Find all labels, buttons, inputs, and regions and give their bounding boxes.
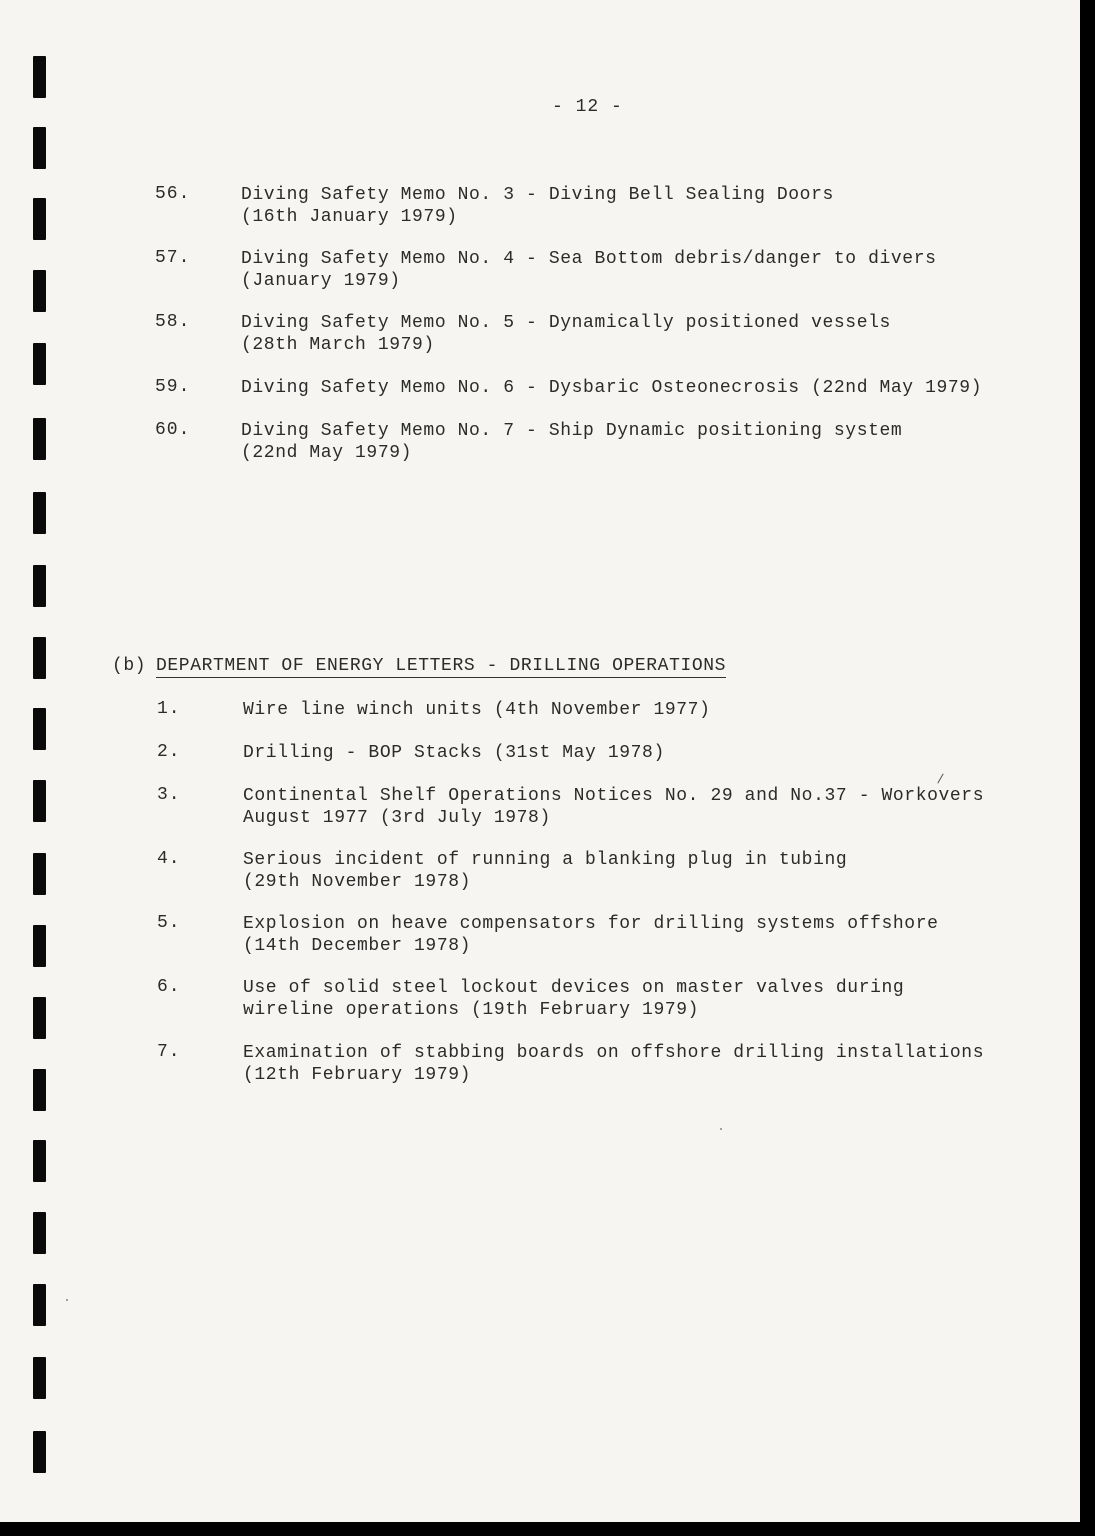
punch-hole	[33, 1284, 46, 1326]
punch-hole	[33, 565, 46, 607]
item-line: (12th February 1979)	[243, 1065, 472, 1085]
binding-punch-holes	[33, 0, 47, 1522]
item-line: Use of solid steel lockout devices on master valves during	[243, 978, 905, 998]
item-line: August 1977 (3rd July 1978)	[243, 808, 551, 828]
punch-hole	[33, 708, 46, 750]
punch-hole	[33, 270, 46, 312]
item-text	[241, 420, 1001, 464]
item-text	[243, 699, 1003, 721]
item-number: 6.	[157, 977, 181, 997]
punch-hole	[33, 56, 46, 98]
item-line: Explosion on heave compensators for drilling systems offshore	[243, 914, 939, 934]
item-line: Examination of stabbing boards on offshore drilling installations	[243, 1043, 985, 1063]
item-number: 5.	[157, 913, 181, 933]
section-title: DEPARTMENT OF ENERGY LETTERS - DRILLING OPERATIONS	[156, 656, 727, 676]
punch-hole	[33, 1140, 46, 1182]
item-line: Diving Safety Memo No. 6 - Dysbaric Osteonecrosis (22nd May 1979)	[241, 378, 983, 398]
item-number: 1.	[157, 699, 181, 719]
speck	[720, 1128, 722, 1130]
item-number: 3.	[157, 785, 181, 805]
item-line: (29th November 1978)	[243, 872, 472, 892]
item-line: Diving Safety Memo No. 5 - Dynamically positioned vessels	[241, 313, 891, 333]
pen-mark	[937, 773, 943, 783]
item-text	[243, 913, 1003, 957]
item-line: (January 1979)	[241, 271, 401, 291]
item-text	[243, 977, 1003, 1021]
speck	[66, 1299, 68, 1301]
item-line: Wire line winch units (4th November 1977)	[243, 700, 711, 720]
punch-hole	[33, 1212, 46, 1254]
item-text	[241, 312, 1001, 356]
item-number: 7.	[157, 1042, 181, 1062]
punch-hole	[33, 492, 46, 534]
item-line: Serious incident of running a blanking plug in tubing	[243, 850, 848, 870]
item-number: 4.	[157, 849, 181, 869]
punch-hole	[33, 637, 46, 679]
item-line: (28th March 1979)	[241, 335, 435, 355]
punch-hole	[33, 1431, 46, 1473]
page-number: - 12 -	[552, 97, 623, 117]
item-line: (14th December 1978)	[243, 936, 472, 956]
punch-hole	[33, 127, 46, 169]
punch-hole	[33, 853, 46, 895]
item-text	[241, 377, 1001, 399]
item-number: 57.	[155, 248, 191, 268]
item-line: (16th January 1979)	[241, 207, 458, 227]
item-text	[241, 184, 1001, 228]
punch-hole	[33, 1357, 46, 1399]
punch-hole	[33, 925, 46, 967]
punch-hole	[33, 343, 46, 385]
punch-hole	[33, 997, 46, 1039]
item-number: 56.	[155, 184, 191, 204]
item-line: Diving Safety Memo No. 3 - Diving Bell Sealing Doors	[241, 185, 834, 205]
item-line: Diving Safety Memo No. 7 - Ship Dynamic positioning system	[241, 421, 903, 441]
punch-hole	[33, 418, 46, 460]
item-number: 60.	[155, 420, 191, 440]
item-line: Continental Shelf Operations Notices No. 29 and No.37 - Workovers	[243, 786, 985, 806]
punch-hole	[33, 780, 46, 822]
item-text	[241, 248, 1001, 292]
item-line: Diving Safety Memo No. 4 - Sea Bottom debris/danger to divers	[241, 249, 937, 269]
punch-hole	[33, 198, 46, 240]
item-text	[243, 742, 1003, 764]
item-line: (22nd May 1979)	[241, 443, 413, 463]
item-number: 2.	[157, 742, 181, 762]
item-line: Drilling - BOP Stacks (31st May 1978)	[243, 743, 665, 763]
item-text	[243, 1042, 1003, 1086]
item-text	[243, 785, 1003, 829]
item-number: 59.	[155, 377, 191, 397]
punch-hole	[33, 1069, 46, 1111]
item-text	[243, 849, 1003, 893]
item-line: wireline operations (19th February 1979)	[243, 1000, 700, 1020]
section-label: (b)	[112, 656, 147, 676]
item-number: 58.	[155, 312, 191, 332]
